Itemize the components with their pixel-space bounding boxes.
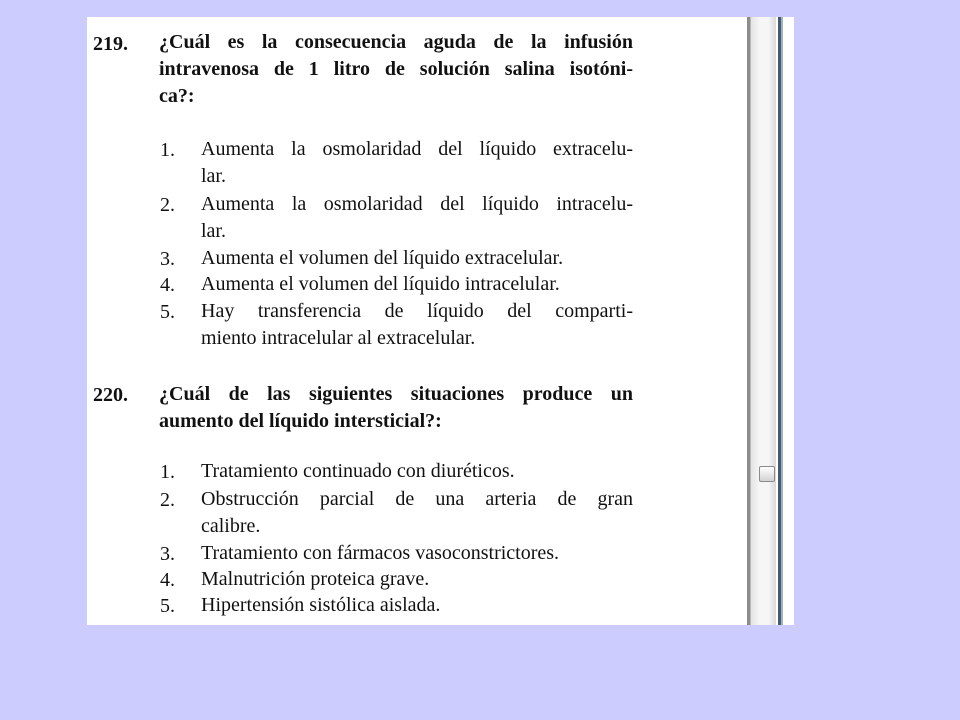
option-text [201,458,633,485]
question-text [159,381,633,435]
option-number: 2. [160,489,175,511]
option-line: Obstrucción parcial de una arteria de gran [201,488,633,510]
option-text [201,136,633,190]
option-line: calibre. [201,515,261,537]
option-text [201,191,633,245]
question-number: 220. [93,384,128,406]
option-line: Tratamiento con fármacos vasoconstrictores. [201,542,560,564]
option-number: 5. [160,301,175,323]
option-text [201,486,633,540]
window-frame-border [776,17,794,625]
option-number: 5. [160,595,175,617]
option-line: Aumenta la osmolaridad del líquido intracelu- [201,193,633,215]
option-text [201,298,633,352]
option-number: 1. [160,139,175,161]
question-line: ca?: [159,85,195,107]
option-line: Hipertensión sistólica aislada. [201,594,441,616]
option-number: 4. [160,569,175,591]
option-text [201,271,633,298]
question-line: intravenosa de 1 litro de solución salina isotóni- [159,58,633,80]
question-line: ¿Cuál de las siguientes situaciones produce un [159,383,633,405]
option-line: lar. [201,220,226,242]
option-text [201,592,633,619]
option-line: Aumenta la osmolaridad del líquido extracelu- [201,138,633,160]
question-line: aumento del líquido intersticial?: [159,410,442,432]
option-number: 3. [160,543,175,565]
question-number: 219. [93,33,128,55]
option-number: 3. [160,248,175,270]
option-line: Aumenta el volumen del líquido intracelular. [201,273,560,295]
option-number: 4. [160,274,175,296]
option-line: Tratamiento continuado con diuréticos. [201,460,515,482]
option-text [201,540,633,567]
document-page [87,17,747,625]
question-text [159,29,633,110]
option-line: Aumenta el volumen del líquido extracelular. [201,247,564,269]
option-line: miento intracelular al extracelular. [201,327,476,349]
vertical-scrollbar[interactable] [750,17,776,625]
option-line: Malnutrición proteica grave. [201,568,430,590]
option-line: Hay transferencia de líquido del comparti- [201,300,633,322]
option-number: 2. [160,194,175,216]
question-line: ¿Cuál es la consecuencia aguda de la infusión [159,31,633,53]
option-number: 1. [160,461,175,483]
scrollbar-thumb[interactable] [759,466,775,482]
document-viewer [87,17,794,625]
option-text [201,245,633,272]
option-line: lar. [201,165,226,187]
option-text [201,566,633,593]
